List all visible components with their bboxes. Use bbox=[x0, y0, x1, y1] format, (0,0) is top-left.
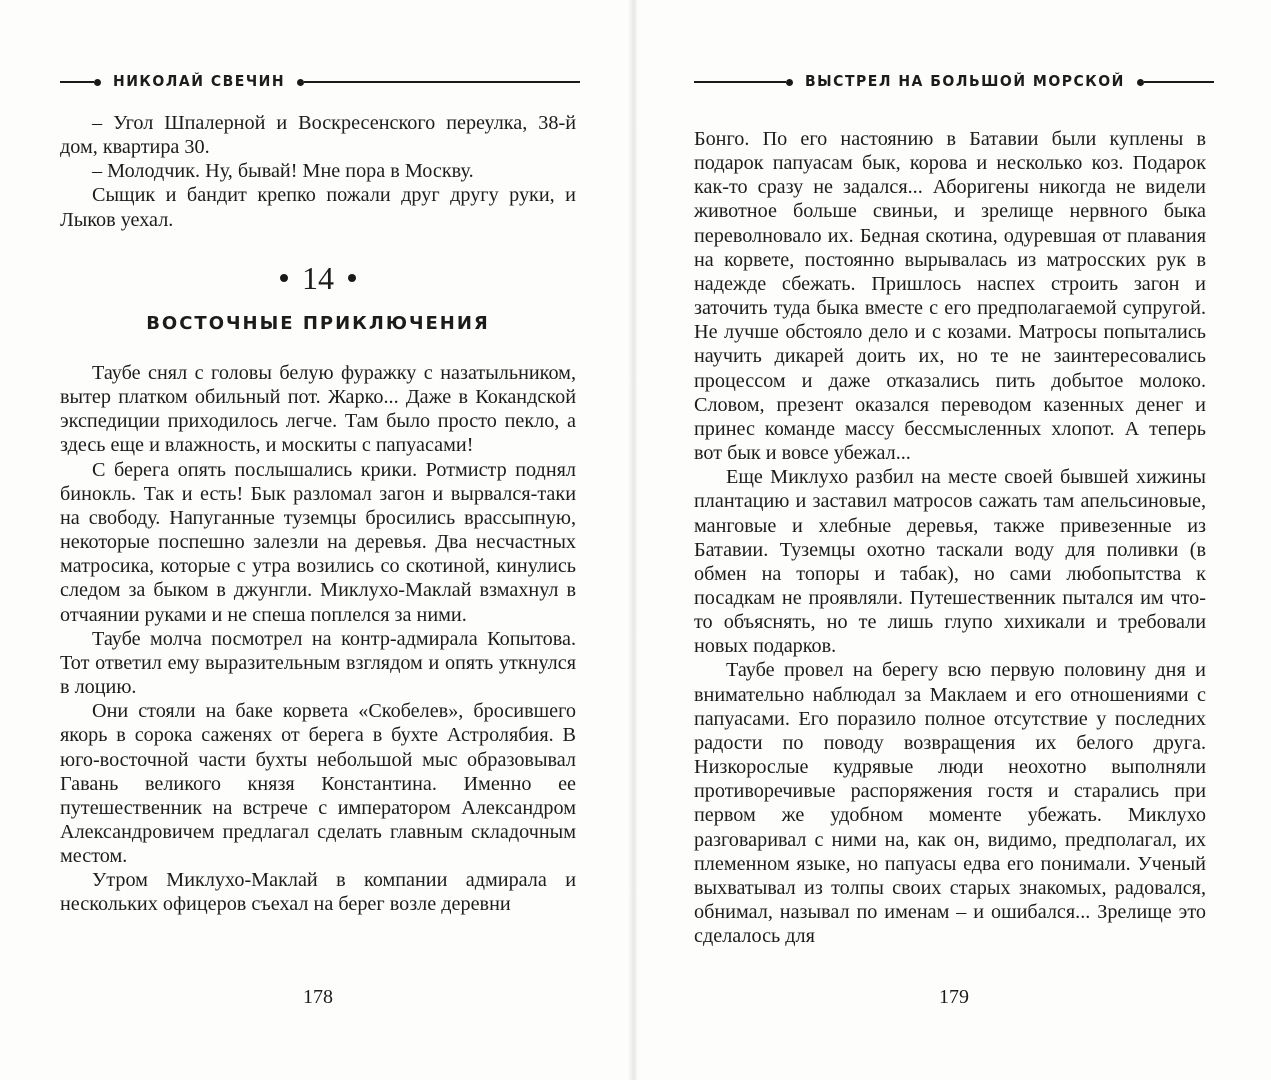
page-number-right: 179 bbox=[939, 986, 969, 1008]
paragraph: Таубе провел на берегу всю первую половину дня и внимательно наблюдал за Маклаем и его отношениями с папуасами. Его поразило полное отсутствие у последних радости по поводу возвращения их белого друга. Низкорослые кудрявые люди неохотно выполняли противоречивые распоряжения гостя и старались при первом же удобном моменте убежать. Миклухо разговаривал с ними на, как он, видимо, предполагал, их племенном языке, но папуасы едва его понимали. Ученый выхватывал из толпы своих старых знакомых, радовался, обнимал, называл по именам – и ошибался... Зрелище это сделалось для bbox=[694, 659, 1206, 948]
paragraph: Сыщик и бандит крепко пожали друг другу руки, и Лыков уехал. bbox=[60, 184, 576, 231]
chapter-number-text: 14 bbox=[302, 260, 334, 296]
left-body-text bbox=[60, 361, 576, 917]
right-page bbox=[636, 0, 1271, 1080]
paragraph: Таубе молча посмотрел на контр-адмирала Копытова. Тот ответил ему выразительным взглядом и опять уткнулся в лоцию. bbox=[60, 627, 576, 699]
paragraph: Таубе снял с головы белую фуражку с назатыльником, вытер платком обильный пот. Жарко... Даже в Кокандской экспедиции приходилось легче. Там было просто пекло, а здесь еще и влажность, и москиты с папуасами! bbox=[60, 362, 576, 457]
running-head-dot bbox=[297, 79, 304, 86]
chapter-dot bbox=[348, 274, 356, 282]
paragraph: С берега опять послышались крики. Ротмистр поднял бинокль. Так и есть! Бык разломал загон и вырвался-таки на свободу. Напуганные туземцы бросились врассыпную, некоторые поспешно залезли на деревья. Два несчастных матросика, которые с утра возились со скотиной, кинулись следом за быком в джунгли. Миклухо-Маклай взмахнул в отчаянии руками и не спеша поплелся за ними. bbox=[60, 458, 576, 626]
right-running-head-title: ВЫСТРЕЛ НА БОЛЬШОЙ МОРСКОЙ bbox=[805, 73, 1125, 91]
left-top-text bbox=[60, 111, 576, 232]
left-running-head bbox=[60, 70, 580, 94]
running-head-dot bbox=[1137, 79, 1144, 86]
running-head-rule bbox=[60, 81, 94, 83]
left-page bbox=[0, 0, 630, 1080]
page-number-left: 178 bbox=[303, 986, 333, 1008]
running-head-dot bbox=[94, 79, 101, 86]
chapter-title: ВОСТОЧНЫЕ ПРИКЛЮЧЕНИЯ bbox=[146, 313, 490, 334]
running-head-rule bbox=[694, 81, 786, 83]
chapter-heading-number bbox=[60, 258, 576, 298]
right-running-head bbox=[694, 70, 1214, 94]
paragraph: – Молодчик. Ну, бывай! Мне пора в Москву. bbox=[92, 160, 474, 183]
paragraph: – Угол Шпалерной и Воскресенского переулка, 38-й дом, квартира 30. bbox=[60, 112, 576, 159]
running-head-rule bbox=[1144, 81, 1214, 83]
paragraph: Они стояли на баке корвета «Скобелев», бросившего якорь в сорока саженях от берега в бухте Астролябия. В юго-восточной части бухты небольшой мыс образовывал Гавань великого князя Константина. Именно ее путешественник на встрече с императором Александром Александровичем предлагал сделать главным складочным местом. bbox=[60, 700, 576, 868]
right-body-text bbox=[694, 127, 1206, 948]
paragraph: Бонго. По его настоянию в Батавии были куплены в подарок папуасам бык, корова и несколько коз. Подарок как-то сразу не задался... Аборигены никогда не видели животное больше свиньи, и зрелище нервного быка переволновало их. Бедная скотина, одуревшая от плавания на корвете, постоянно вырывалась из матросских рук в надежде сбежать. Пришлось наспех строить загон и заточить туда быка вместе с его предполагаемой супругой. Не лучше обстояло дело и с козами. Матросы попытались научить дикарей доить их, но те не заинтересовались процессом и даже отказались пить добытое молоко. Словом, презент оказался переводом казенных денег и принес команде массу бессмысленных хлопот. А теперь вот бык и вовсе убежал... bbox=[694, 128, 1206, 465]
chapter-dot bbox=[280, 274, 288, 282]
running-head-dot bbox=[786, 79, 793, 86]
running-head-rule bbox=[304, 81, 580, 83]
left-running-head-title: НИКОЛАЙ СВЕЧИН bbox=[113, 73, 286, 91]
paragraph: Утром Миклухо-Маклай в компании адмирала и нескольких офицеров съехал на берег возле деревни bbox=[60, 869, 576, 916]
paragraph: Еще Миклухо разбил на месте своей бывшей хижины плантацию и заставил матросов сажать там апельсиновые, манговые и хлебные деревья, также привезенные из Батавии. Туземцы охотно таскали воду для поливки (в обмен на топоры и табак), но сами любопытства к посадкам не проявляли. Путешественник пытался им что-то объяснять, но те лишь глупо хихикали и требовали новых подарков. bbox=[694, 466, 1206, 658]
